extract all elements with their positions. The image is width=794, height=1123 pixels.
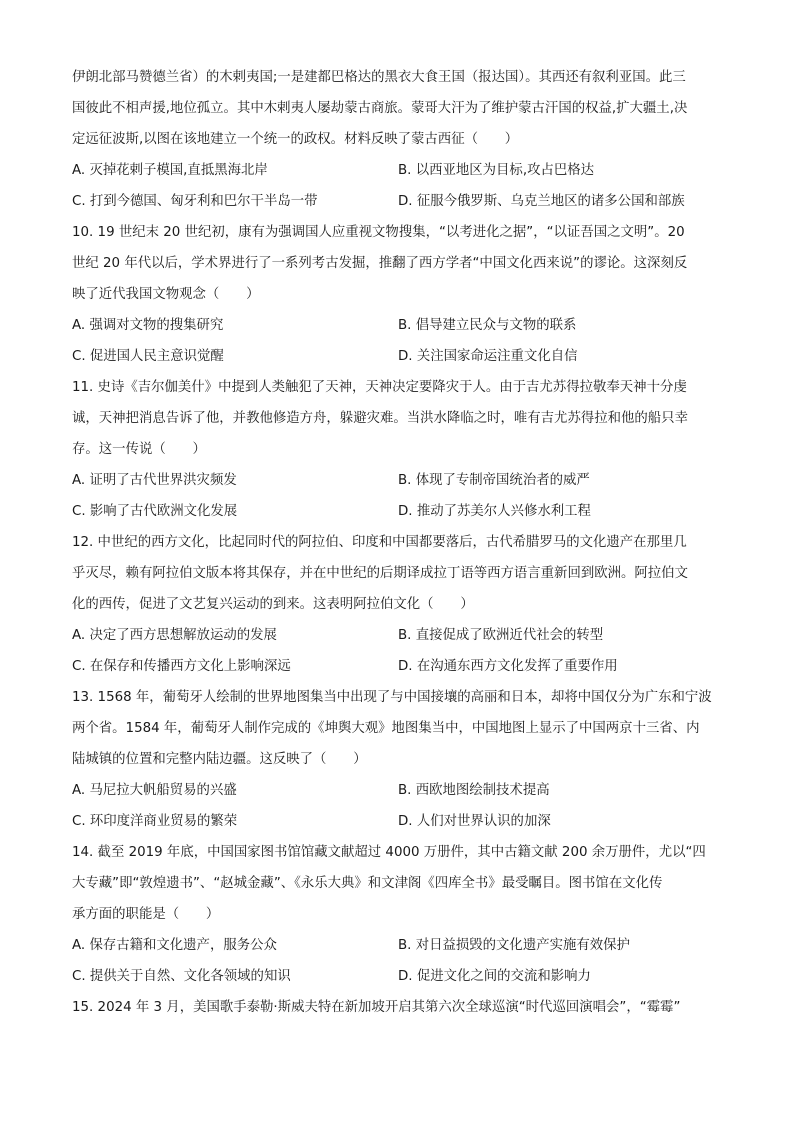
question-12	[72, 527, 724, 682]
option-b: B. 西欧地图绘制技术提高	[398, 783, 550, 798]
question-text-line: 乎灭尽，赖有阿拉伯文版本将其保存，并在中世纪的后期译成拉丁语等西方语言重新回到欧洲。阿拉伯文	[72, 566, 688, 581]
question-text-line: 陆城镇的位置和完整内陆边疆。这反映了（ ）	[72, 752, 367, 767]
question-text-line: 两个省。1584 年，葡萄牙人制作完成的《坤舆大观》地图集当中，中国地图上显示了中国两京十三省、内	[72, 721, 700, 736]
option-c: C. 提供关于自然、文化各领域的知识	[72, 969, 291, 984]
option-d: D. 在沟通东西方文化发挥了重要作用	[398, 659, 618, 674]
option-a: A. 证明了古代世界洪灾频发	[72, 473, 237, 488]
question-text-line: 承方面的职能是（ ）	[72, 907, 220, 922]
question-text-line: 11. 史诗《吉尔伽美什》中提到人类触犯了天神，天神决定要降灾于人。由于吉尤苏得拉敬奉天神十分虔	[72, 380, 687, 395]
option-a: A. 马尼拉大帆船贸易的兴盛	[72, 783, 237, 798]
question-text-line: 诚，天神把消息告诉了他，并教他修造方舟，躲避灾难。当洪水降临之时，唯有吉尤苏得拉和他的船只幸	[72, 411, 688, 426]
answer-options	[72, 775, 724, 837]
answer-options	[72, 620, 724, 682]
option-b: B. 对日益损毁的文化遗产实施有效保护	[398, 938, 630, 953]
option-b: B. 倡导建立民众与文物的联系	[398, 318, 577, 333]
question-text-line: 伊朗北部马赞德兰省）的木剌夷国;一是建都巴格达的黑衣大食王国（报达国）。其西还有叙利亚国。此三	[72, 70, 686, 85]
option-c: C. 在保存和传播西方文化上影响深远	[72, 659, 291, 674]
question-text-line: 12. 中世纪的西方文化，比起同时代的阿拉伯、印度和中国都要落后，古代希腊罗马的文化遗产在那里几	[72, 535, 687, 550]
option-a: A. 强调对文物的搜集研究	[72, 318, 224, 333]
option-c: C. 促进国人民主意识觉醒	[72, 349, 224, 364]
document-page	[72, 62, 724, 1023]
answer-options	[72, 465, 724, 527]
question-text-line: 13. 1568 年，葡萄牙人绘制的世界地图集当中出现了与中国接壤的高丽和日本，却将中国仅分为广东和宁波	[72, 690, 712, 705]
question-text-line: 映了近代我国文物观念（ ）	[72, 287, 260, 302]
option-b: B. 以西亚地区为目标,攻占巴格达	[398, 163, 595, 178]
question-text-line: 存。这一传说（ ）	[72, 442, 206, 457]
option-b: B. 直接促成了欧洲近代社会的转型	[398, 628, 604, 643]
option-d: D. 人们对世界认识的加深	[398, 814, 551, 829]
question-text-line: 10. 19 世纪末 20 世纪初，康有为强调国人应重视文物搜集，“以考进化之据”，“以证吾国之文明”。20	[72, 225, 685, 240]
question-text-line: 化的西传，促进了文艺复兴运动的到来。这表明阿拉伯文化（ ）	[72, 597, 474, 612]
question-14	[72, 837, 724, 992]
question-10	[72, 217, 724, 372]
option-a: A. 灭掉花剌子模国,直抵黑海北岸	[72, 163, 268, 178]
question-text-line: 大专藏”即“敦煌遗书”、“赵城金藏”、《永乐大典》和文津阁《四库全书》最受瞩目。图书馆在文化传	[72, 876, 663, 891]
option-a: A. 保存古籍和文化遗产，服务公众	[72, 938, 277, 953]
option-a: A. 决定了西方思想解放运动的发展	[72, 628, 277, 643]
option-c: C. 影响了古代欧洲文化发展	[72, 504, 238, 519]
option-c: C. 打到今德国、匈牙利和巴尔干半岛一带	[72, 194, 318, 209]
question-9	[72, 62, 724, 217]
question-15	[72, 992, 724, 1023]
question-text-line: 15. 2024 年 3 月，美国歌手泰勒·斯威夫特在新加坡开启其第六次全球巡演“时代巡回演唱会”，“霉霉”	[72, 1000, 681, 1015]
answer-options	[72, 930, 724, 992]
option-c: C. 环印度洋商业贸易的繁荣	[72, 814, 238, 829]
option-d: D. 促进文化之间的交流和影响力	[398, 969, 591, 984]
question-text-line: 定远征波斯,以图在该地建立一个统一的政权。材料反映了蒙古西征（ ）	[72, 132, 519, 147]
question-text-line: 国彼此不相声援,地位孤立。其中木剌夷人屡劫蒙古商旅。蒙哥大汗为了维护蒙古汗国的权益,扩大疆土,决	[72, 101, 688, 116]
option-b: B. 体现了专制帝国统治者的威严	[398, 473, 590, 488]
option-d: D. 征服今俄罗斯、乌克兰地区的诸多公国和部族	[398, 194, 685, 209]
option-d: D. 关注国家命运注重文化自信	[398, 349, 578, 364]
question-11	[72, 372, 724, 527]
question-13	[72, 682, 724, 837]
question-text-line: 14. 截至 2019 年底，中国国家图书馆馆藏文献超过 4000 万册件，其中古籍文献 200 余万册件，尤以“四	[72, 845, 706, 860]
question-text-line: 世纪 20 年代以后，学术界进行了一系列考古发掘，推翻了西方学者“中国文化西来说”的谬论。这深刻反	[72, 256, 688, 271]
option-d: D. 推动了苏美尔人兴修水利工程	[398, 504, 591, 519]
answer-options	[72, 310, 724, 372]
answer-options	[72, 155, 724, 217]
